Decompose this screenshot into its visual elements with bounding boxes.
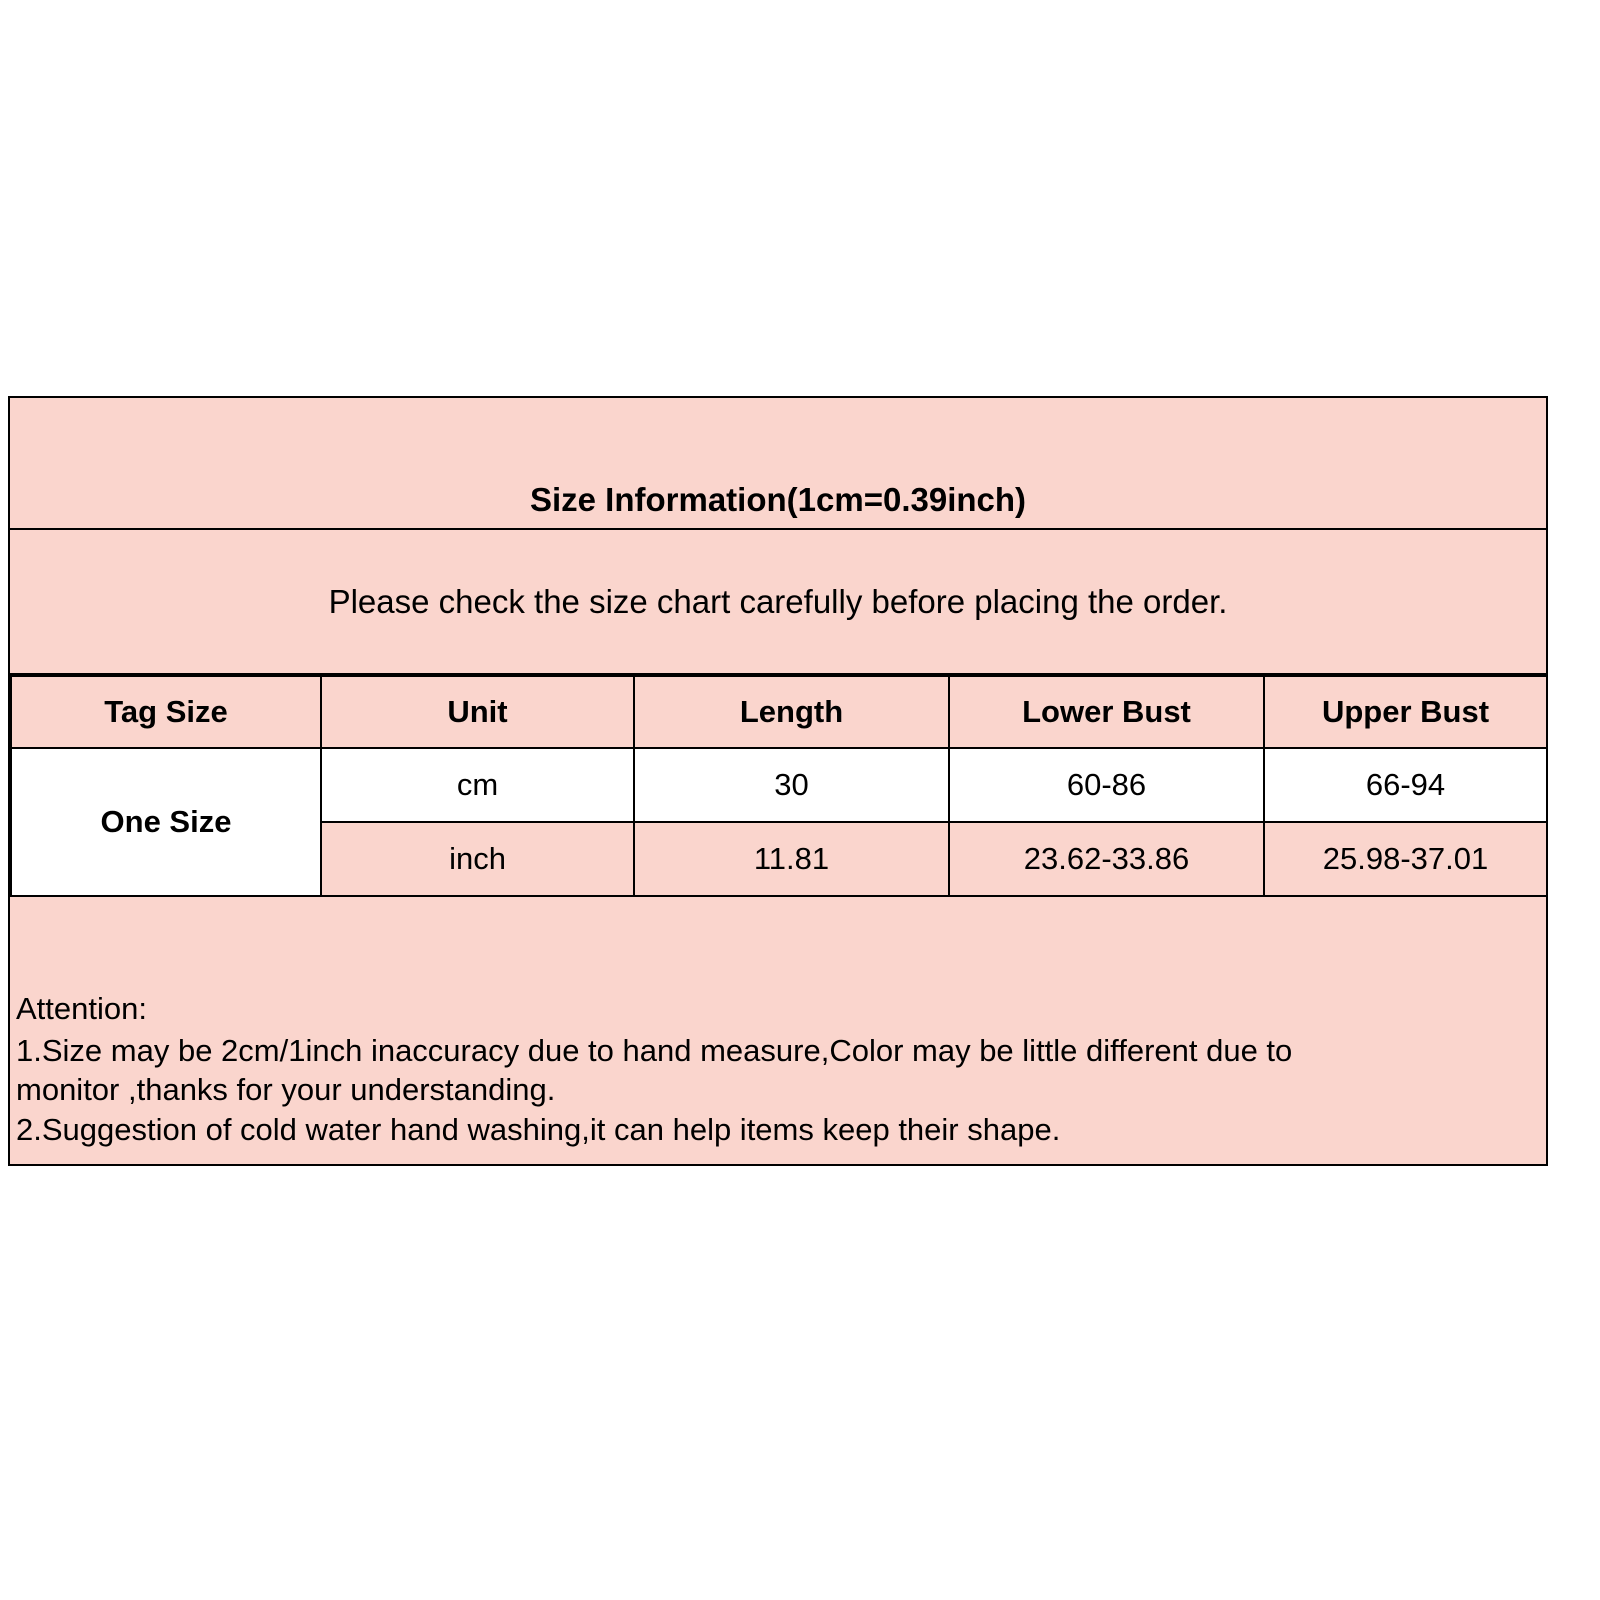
attention-section	[10, 897, 1546, 1164]
cell-length-inch: 11.81	[634, 822, 949, 896]
column-header-upper-bust: Upper Bust	[1264, 676, 1547, 748]
attention-line-3: 2.Suggestion of cold water hand washing,it can help items keep their shape.	[16, 1112, 1061, 1148]
attention-heading: Attention:	[16, 991, 147, 1026]
size-table	[10, 675, 1548, 897]
cell-length-cm: 30	[634, 748, 949, 822]
attention-line-1: 1.Size may be 2cm/1inch inaccuracy due to hand measure,Color may be little different due to	[16, 1032, 1293, 1068]
cell-lower-bust-cm: 60-86	[949, 748, 1264, 822]
attention-line-2: monitor ,thanks for your understanding.	[16, 1072, 556, 1108]
cell-unit-cm: cm	[321, 748, 634, 822]
table-header-row	[11, 676, 1547, 748]
size-chart-note-row	[10, 530, 1546, 675]
cell-lower-bust-inch: 23.62-33.86	[949, 822, 1264, 896]
cell-unit-inch: inch	[321, 822, 634, 896]
column-header-length: Length	[634, 676, 949, 748]
column-header-lower-bust: Lower Bust	[949, 676, 1264, 748]
size-chart-note: Please check the size chart carefully before placing the order.	[328, 582, 1228, 620]
cell-upper-bust-cm: 66-94	[1264, 748, 1547, 822]
size-chart-title-row	[10, 398, 1546, 530]
table-row	[11, 748, 1547, 822]
cell-tag-size: One Size	[11, 748, 321, 896]
page-title: Size Information(1cm=0.39inch)	[529, 480, 1027, 518]
column-header-unit: Unit	[321, 676, 634, 748]
cell-upper-bust-inch: 25.98-37.01	[1264, 822, 1547, 896]
size-chart	[8, 396, 1548, 1166]
column-header-tag-size: Tag Size	[11, 676, 321, 748]
